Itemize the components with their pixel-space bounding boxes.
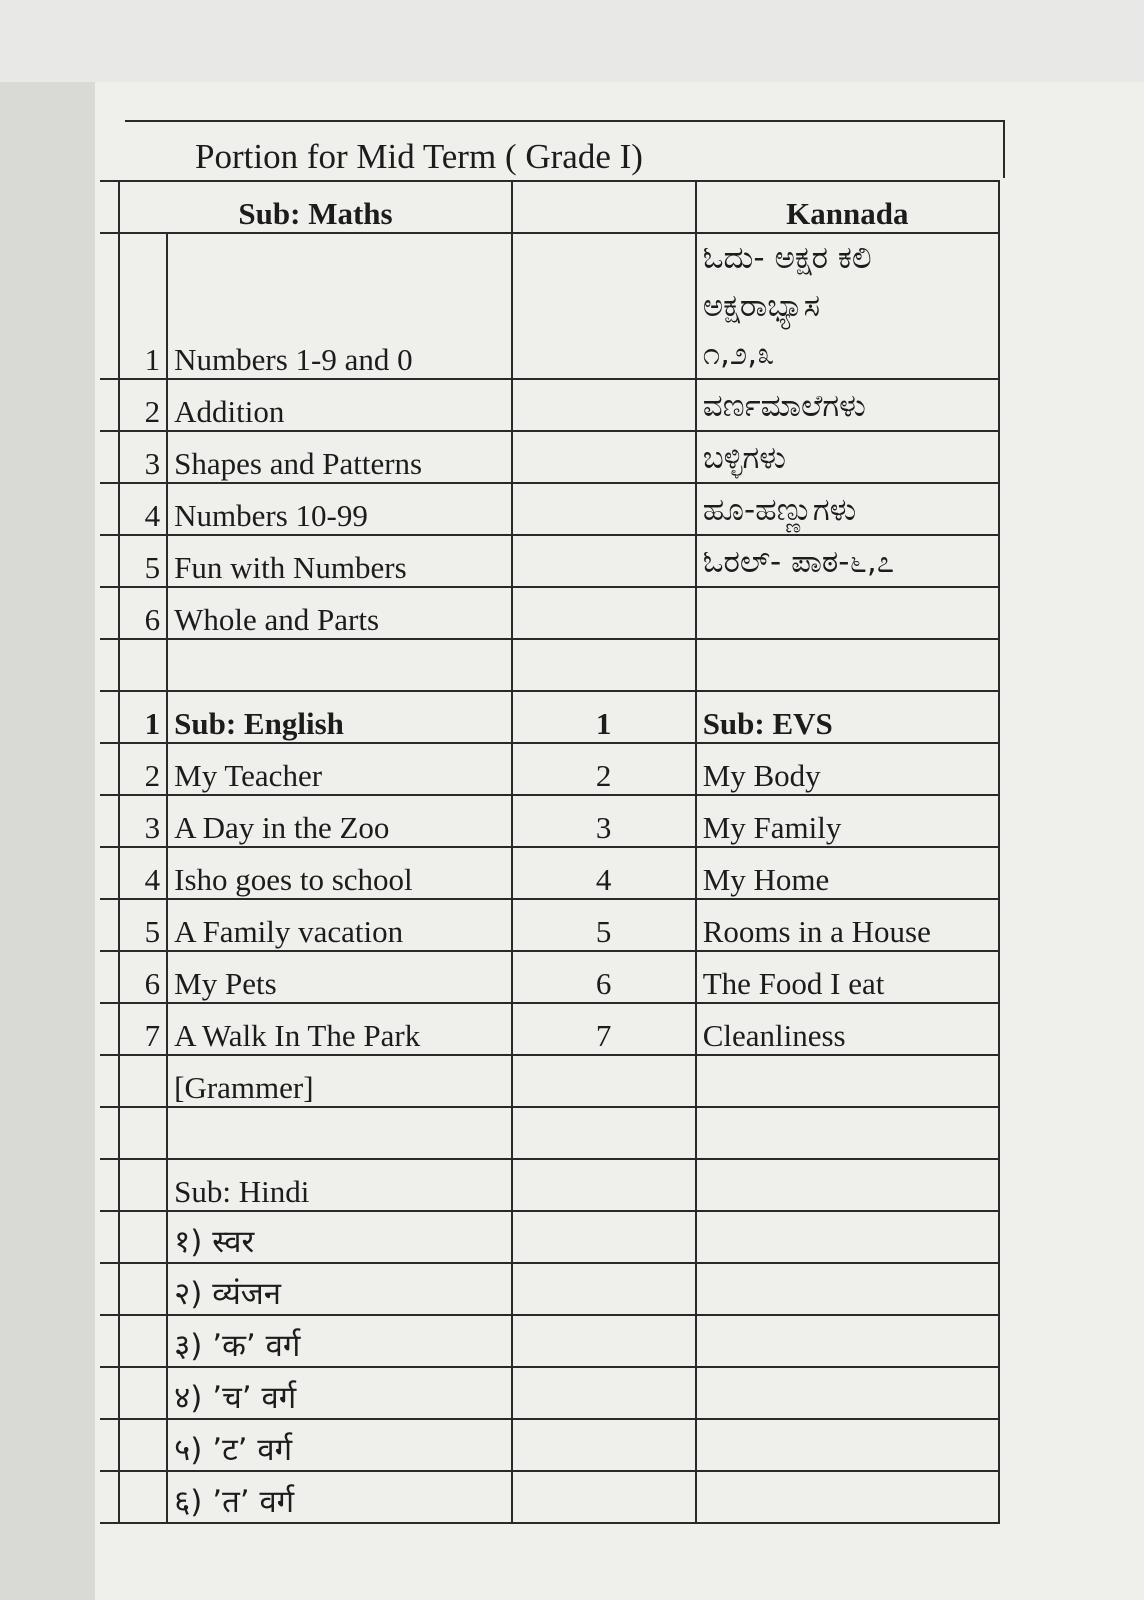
english-item: A Walk In The Park (167, 1003, 511, 1055)
hindi-item: ३) ’क’ वर्ग (167, 1315, 511, 1367)
kannada-line: ಹೂ-ಹಣ್ಣುಗಳು (696, 483, 999, 535)
english-num: 6 (119, 951, 167, 1003)
evs-num: 2 (512, 743, 696, 795)
evs-item: Rooms in a House (696, 899, 999, 951)
table-row (100, 535, 999, 587)
table-row (100, 795, 999, 847)
maths-item: Numbers 1-9 and 0 (167, 233, 511, 379)
table-row (100, 431, 999, 483)
table-row (100, 587, 999, 639)
table-row (100, 1471, 999, 1523)
table-row (100, 1263, 999, 1315)
table-row (100, 1367, 999, 1419)
maths-heading: Sub: Maths (119, 181, 511, 233)
table-row (100, 1159, 999, 1211)
table-row (100, 483, 999, 535)
evs-num: 7 (512, 1003, 696, 1055)
english-item: Isho goes to school (167, 847, 511, 899)
table-row (100, 639, 999, 691)
hindi-item: १) स्वर (167, 1211, 511, 1263)
maths-num: 6 (119, 587, 167, 639)
english-num: 3 (119, 795, 167, 847)
maths-item: Numbers 10-99 (167, 483, 511, 535)
hindi-item: २) व्यंजन (167, 1263, 511, 1315)
maths-item: Fun with Numbers (167, 535, 511, 587)
table-row (100, 1055, 999, 1107)
table-row (100, 1315, 999, 1367)
table-row (100, 847, 999, 899)
table-row (100, 691, 999, 743)
english-num: 1 (119, 691, 167, 743)
english-item: [Grammer] (167, 1055, 511, 1107)
kannada-line: ಓರಲ್- ಪಾಠ-೬,೭ (696, 535, 999, 587)
kannada-line: ಅಕ್ಷರಾಭ್ಯಾಸ (702, 288, 821, 324)
table-row (100, 1419, 999, 1471)
maths-item: Addition (167, 379, 511, 431)
hindi-item: ६) ’त’ वर्ग (167, 1471, 511, 1523)
page-title: Portion for Mid Term ( Grade I) (125, 120, 1005, 178)
evs-item: The Food I eat (696, 951, 999, 1003)
english-num: 7 (119, 1003, 167, 1055)
english-item: A Family vacation (167, 899, 511, 951)
kannada-line: ಬಳ್ಳಿಗಳು (696, 431, 999, 483)
table-row (100, 1211, 999, 1263)
maths-num: 5 (119, 535, 167, 587)
table-row (100, 951, 999, 1003)
header-row (100, 181, 999, 233)
table-row (100, 1107, 999, 1159)
kannada-block (696, 233, 999, 379)
english-num: 4 (119, 847, 167, 899)
evs-num: 3 (512, 795, 696, 847)
table-row (100, 233, 999, 379)
evs-num: 1 (512, 691, 696, 743)
maths-num: 1 (119, 233, 167, 379)
english-num: 5 (119, 899, 167, 951)
hindi-item: ४) ’च’ वर्ग (167, 1367, 511, 1419)
maths-item: Shapes and Patterns (167, 431, 511, 483)
table-row (100, 899, 999, 951)
table-row (100, 379, 999, 431)
hindi-heading: Sub: Hindi (167, 1159, 511, 1211)
portion-table (100, 180, 1000, 1524)
evs-item: My Family (696, 795, 999, 847)
evs-item: My Home (696, 847, 999, 899)
english-item: A Day in the Zoo (167, 795, 511, 847)
maths-item: Whole and Parts (167, 587, 511, 639)
evs-num: 6 (512, 951, 696, 1003)
english-heading: Sub: English (167, 691, 511, 743)
table-row (100, 1003, 999, 1055)
evs-item: Cleanliness (696, 1003, 999, 1055)
evs-num: 5 (512, 899, 696, 951)
evs-num: 4 (512, 847, 696, 899)
maths-num: 4 (119, 483, 167, 535)
kannada-line: ವರ್ಣಮಾಲೆಗಳು (696, 379, 999, 431)
background-top (0, 0, 1144, 82)
kannada-heading: Kannada (696, 181, 999, 233)
table-row (100, 743, 999, 795)
english-num: 2 (119, 743, 167, 795)
kannada-line: ಓದು- ಅಕ್ಷರ ಕಲಿ (702, 240, 872, 276)
evs-heading: Sub: EVS (696, 691, 999, 743)
english-item: My Teacher (167, 743, 511, 795)
hindi-item: ५) ’ट’ वर्ग (167, 1419, 511, 1471)
maths-num: 3 (119, 431, 167, 483)
evs-item: My Body (696, 743, 999, 795)
maths-num: 2 (119, 379, 167, 431)
english-item: My Pets (167, 951, 511, 1003)
portion-sheet (100, 120, 1100, 1600)
kannada-line: ೧,೨,೩ (702, 336, 775, 372)
